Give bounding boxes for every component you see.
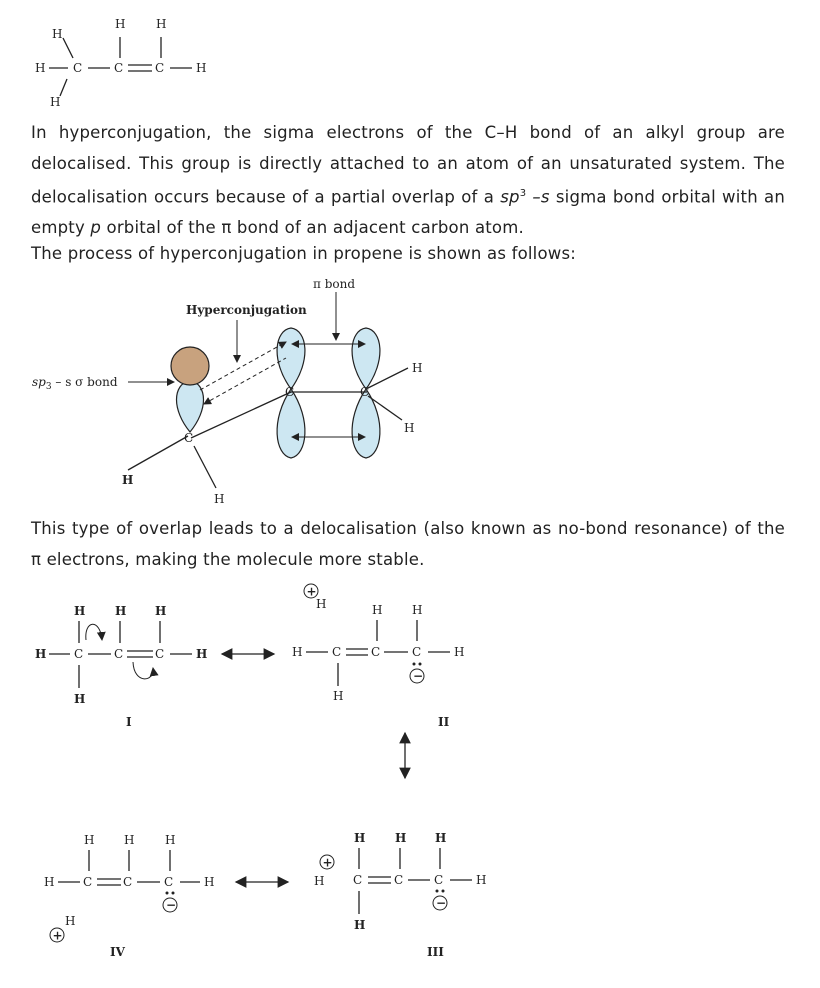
structure-label-ii: II bbox=[438, 715, 450, 729]
pi-bond-label: π bond bbox=[313, 277, 356, 291]
atom-c: C bbox=[184, 431, 194, 445]
atom-h: H bbox=[74, 604, 86, 618]
sp3-sigma-bond-label: $sp_3$ – s σ bond bbox=[32, 375, 118, 392]
atom-h: H bbox=[155, 604, 167, 618]
minus-charge: − bbox=[436, 896, 447, 910]
atom-h: H bbox=[65, 914, 76, 928]
atom-h: H bbox=[124, 833, 135, 847]
structure-label-iv: IV bbox=[110, 945, 125, 959]
atom-h: H bbox=[316, 597, 327, 611]
atom-c: C bbox=[164, 875, 174, 889]
structure-label-iii: III bbox=[427, 945, 444, 959]
paragraph-delocalisation: This type of overlap leads to a delocalisation (also known as no-bond resonance) of the π electrons, making the molecule more stable. bbox=[31, 519, 785, 569]
atom-c: C bbox=[114, 61, 124, 75]
atom-h: H bbox=[372, 603, 383, 617]
plus-charge: + bbox=[322, 855, 333, 870]
atom-h: H bbox=[115, 604, 127, 618]
atom-h: H bbox=[35, 61, 46, 75]
atom-h: H bbox=[435, 831, 447, 845]
atom-h: H bbox=[50, 95, 61, 109]
atom-c: C bbox=[412, 645, 422, 659]
atom-h: H bbox=[44, 875, 55, 889]
atom-h: H bbox=[354, 831, 366, 845]
atom-h: H bbox=[412, 361, 423, 375]
atom-h: H bbox=[454, 645, 465, 659]
atom-c: C bbox=[371, 645, 381, 659]
minus-charge: − bbox=[166, 898, 177, 912]
atom-c: C bbox=[155, 647, 165, 661]
atom-c: C bbox=[155, 61, 165, 75]
atom-h: H bbox=[412, 603, 423, 617]
atom-c: C bbox=[285, 385, 295, 399]
atom-h: H bbox=[122, 473, 134, 487]
atom-c: C bbox=[360, 385, 370, 399]
atom-c: C bbox=[123, 875, 133, 889]
atom-h: H bbox=[115, 17, 126, 31]
plus-charge: + bbox=[306, 584, 317, 599]
atom-h: H bbox=[35, 647, 47, 661]
atom-h: H bbox=[314, 874, 325, 888]
atom-h: H bbox=[404, 421, 415, 435]
atom-h: H bbox=[74, 692, 86, 706]
structure-ii bbox=[292, 584, 464, 729]
atom-c: C bbox=[332, 645, 342, 659]
structure-iii bbox=[314, 831, 486, 959]
atom-h: H bbox=[354, 918, 366, 932]
atom-h: H bbox=[196, 647, 208, 661]
atom-c: C bbox=[83, 875, 93, 889]
structure-iv bbox=[44, 833, 214, 959]
atom-c: C bbox=[74, 647, 84, 661]
atom-h: H bbox=[196, 61, 207, 75]
minus-charge: − bbox=[413, 669, 424, 683]
paragraph-process: The process of hyperconjugation in propene is shown as follows: bbox=[31, 244, 576, 263]
atom-c: C bbox=[353, 873, 363, 887]
atom-h: H bbox=[204, 875, 215, 889]
hyperconjugation-label: Hyperconjugation bbox=[186, 303, 307, 317]
atom-c: C bbox=[114, 647, 124, 661]
atom-h: H bbox=[52, 27, 63, 41]
atom-h: H bbox=[165, 833, 176, 847]
atom-h: H bbox=[395, 831, 407, 845]
atom-c: C bbox=[434, 873, 444, 887]
structure-label-i: I bbox=[126, 715, 132, 729]
atom-h: H bbox=[476, 873, 487, 887]
atom-c: C bbox=[394, 873, 404, 887]
atom-h: H bbox=[84, 833, 95, 847]
atom-h: H bbox=[214, 492, 225, 506]
atom-h: H bbox=[156, 17, 167, 31]
paragraph-hyperconjugation: In hyperconjugation, the sigma electrons of the C–H bond of an alkyl group are delocalised. This group is directly attached to an atom of an unsaturated system. The delocalisation occurs because of a partial overlap of a $sp^3$ –s sigma bond orbital with an empty p orbital of the π bond of an adjacent carbon atom. bbox=[31, 123, 786, 237]
atom-h: H bbox=[333, 689, 344, 703]
atom-h: H bbox=[292, 645, 303, 659]
plus-charge: + bbox=[52, 928, 63, 943]
structure-i bbox=[35, 604, 207, 729]
atom-c: C bbox=[73, 61, 83, 75]
